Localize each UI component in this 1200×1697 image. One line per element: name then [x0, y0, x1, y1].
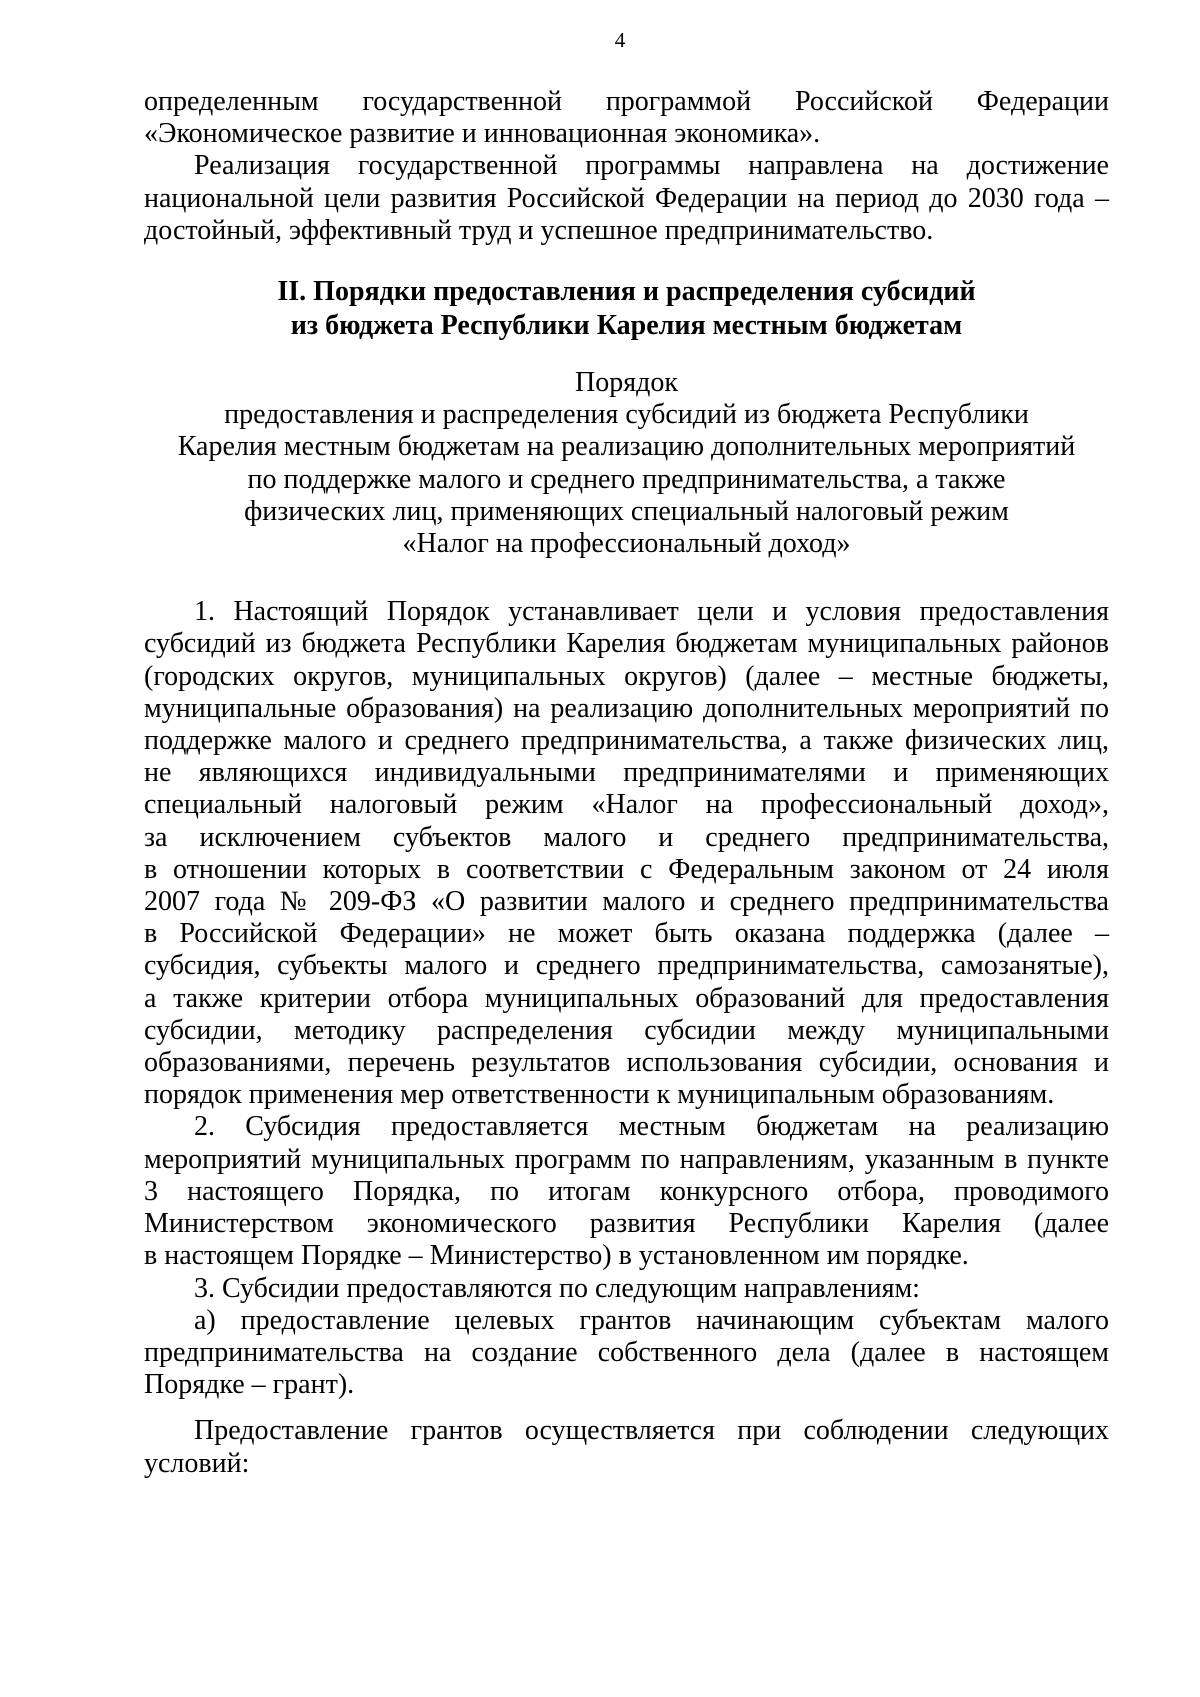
text-line: Порядке – грант).: [144, 1369, 355, 1401]
text-line: порядок применения мер ответственности к муниципальным образованиям.: [144, 1079, 1055, 1111]
text-line: (городских округов, муниципальных округов) (далее – местные бюджеты,: [144, 660, 1109, 692]
text-line: 1. Настоящий Порядок устанавливает цели и условия предоставления: [194, 596, 1109, 628]
text-line: Министерством экономического развития Республики Карелия (далее: [144, 1208, 1109, 1240]
paragraph-1: [144, 596, 1109, 1111]
text-line: достойный, эффективный труд и успешное предпринимательство.: [144, 214, 934, 246]
heading-line: II. Порядки предоставления и распределения субсидий: [277, 276, 976, 308]
section-heading: [144, 275, 1109, 343]
text-line: Реализация государственной программы направлена на достижение: [194, 150, 1109, 182]
text-line: 2. Субсидия предоставляется местным бюджетам на реализацию: [194, 1111, 1109, 1143]
page-number: 4: [614, 28, 626, 52]
text-line: в настоящем Порядке – Министерство) в установленном им порядке.: [144, 1240, 969, 1272]
order-title: [144, 367, 1109, 560]
title-line: «Налог на профессиональный доход»: [402, 528, 851, 560]
document-body: [144, 86, 1109, 1480]
goal-paragraph: [144, 150, 1109, 247]
text-line: специальный налоговый режим «Налог на профессиональный доход»,: [144, 789, 1109, 821]
text-line: не являющихся индивидуальными предпринимателями и применяющих: [144, 757, 1109, 789]
text-line: в Российской Федерации» не может быть оказана поддержка (далее –: [144, 918, 1109, 950]
heading-line: из бюджета Республики Карелия местным бюджетам: [290, 310, 963, 342]
text-line: за исключением субъектов малого и среднего предпринимательства,: [144, 821, 1109, 853]
text-line: в отношении которых в соответствии с Федеральным законом от 24 июля: [144, 853, 1109, 885]
title-line: по поддержке малого и среднего предпринимательства, а также: [247, 463, 1006, 495]
text-line: субсидий из бюджета Республики Карелия бюджетам муниципальных районов: [144, 628, 1109, 660]
intro-paragraph: [144, 86, 1109, 150]
title-line: Порядок: [575, 367, 678, 399]
text-line: 2007 года № 209-ФЗ «О развитии малого и среднего предпринимательства: [144, 886, 1109, 918]
text-line: субсидии, методику распределения субсидии между муниципальными: [144, 1014, 1109, 1046]
text-line: условий:: [144, 1447, 250, 1479]
text-line: поддержке малого и среднего предпринимательства, а также физических лиц,: [144, 725, 1109, 757]
paragraph-2: [144, 1111, 1109, 1272]
text-line: 3. Субсидии предоставляются по следующим направлениям:: [194, 1272, 920, 1304]
text-line: субсидия, субъекты малого и среднего предпринимательства, самозанятые),: [144, 950, 1109, 982]
text-line: национальной цели развития Российской Федерации на период до 2030 года –: [144, 182, 1109, 214]
text-line: мероприятий муниципальных программ по направлениям, указанным в пункте: [144, 1143, 1109, 1175]
text-line: предпринимательства на создание собственного дела (далее в настоящем: [144, 1336, 1109, 1368]
paragraph-3a: [144, 1305, 1109, 1402]
text-line: муниципальные образования) на реализацию дополнительных мероприятий по: [144, 692, 1109, 724]
paragraph-conditions: [144, 1415, 1109, 1479]
text-line: 3 настоящего Порядка, по итогам конкурсного отбора, проводимого: [144, 1175, 1109, 1207]
text-line: определенным государственной программой Российской Федерации: [144, 86, 1109, 117]
text-line: «Экономическое развитие и инновационная экономика».: [144, 118, 821, 150]
title-line: предоставления и распределения субсидий из бюджета Республики: [224, 399, 1029, 431]
title-line: Карелия местным бюджетам на реализацию дополнительных мероприятий: [177, 431, 1076, 463]
text-line: а также критерии отбора муниципальных образований для предоставления: [144, 982, 1109, 1014]
text-line: Предоставление грантов осуществляется при соблюдении следующих: [194, 1415, 1109, 1447]
text-line: образованиями, перечень результатов использования субсидии, основания и: [144, 1047, 1109, 1079]
paragraph-3: [144, 1273, 1109, 1305]
text-line: а) предоставление целевых грантов начинающим субъектам малого: [194, 1304, 1109, 1336]
title-line: физических лиц, применяющих специальный налоговый режим: [244, 495, 1009, 527]
